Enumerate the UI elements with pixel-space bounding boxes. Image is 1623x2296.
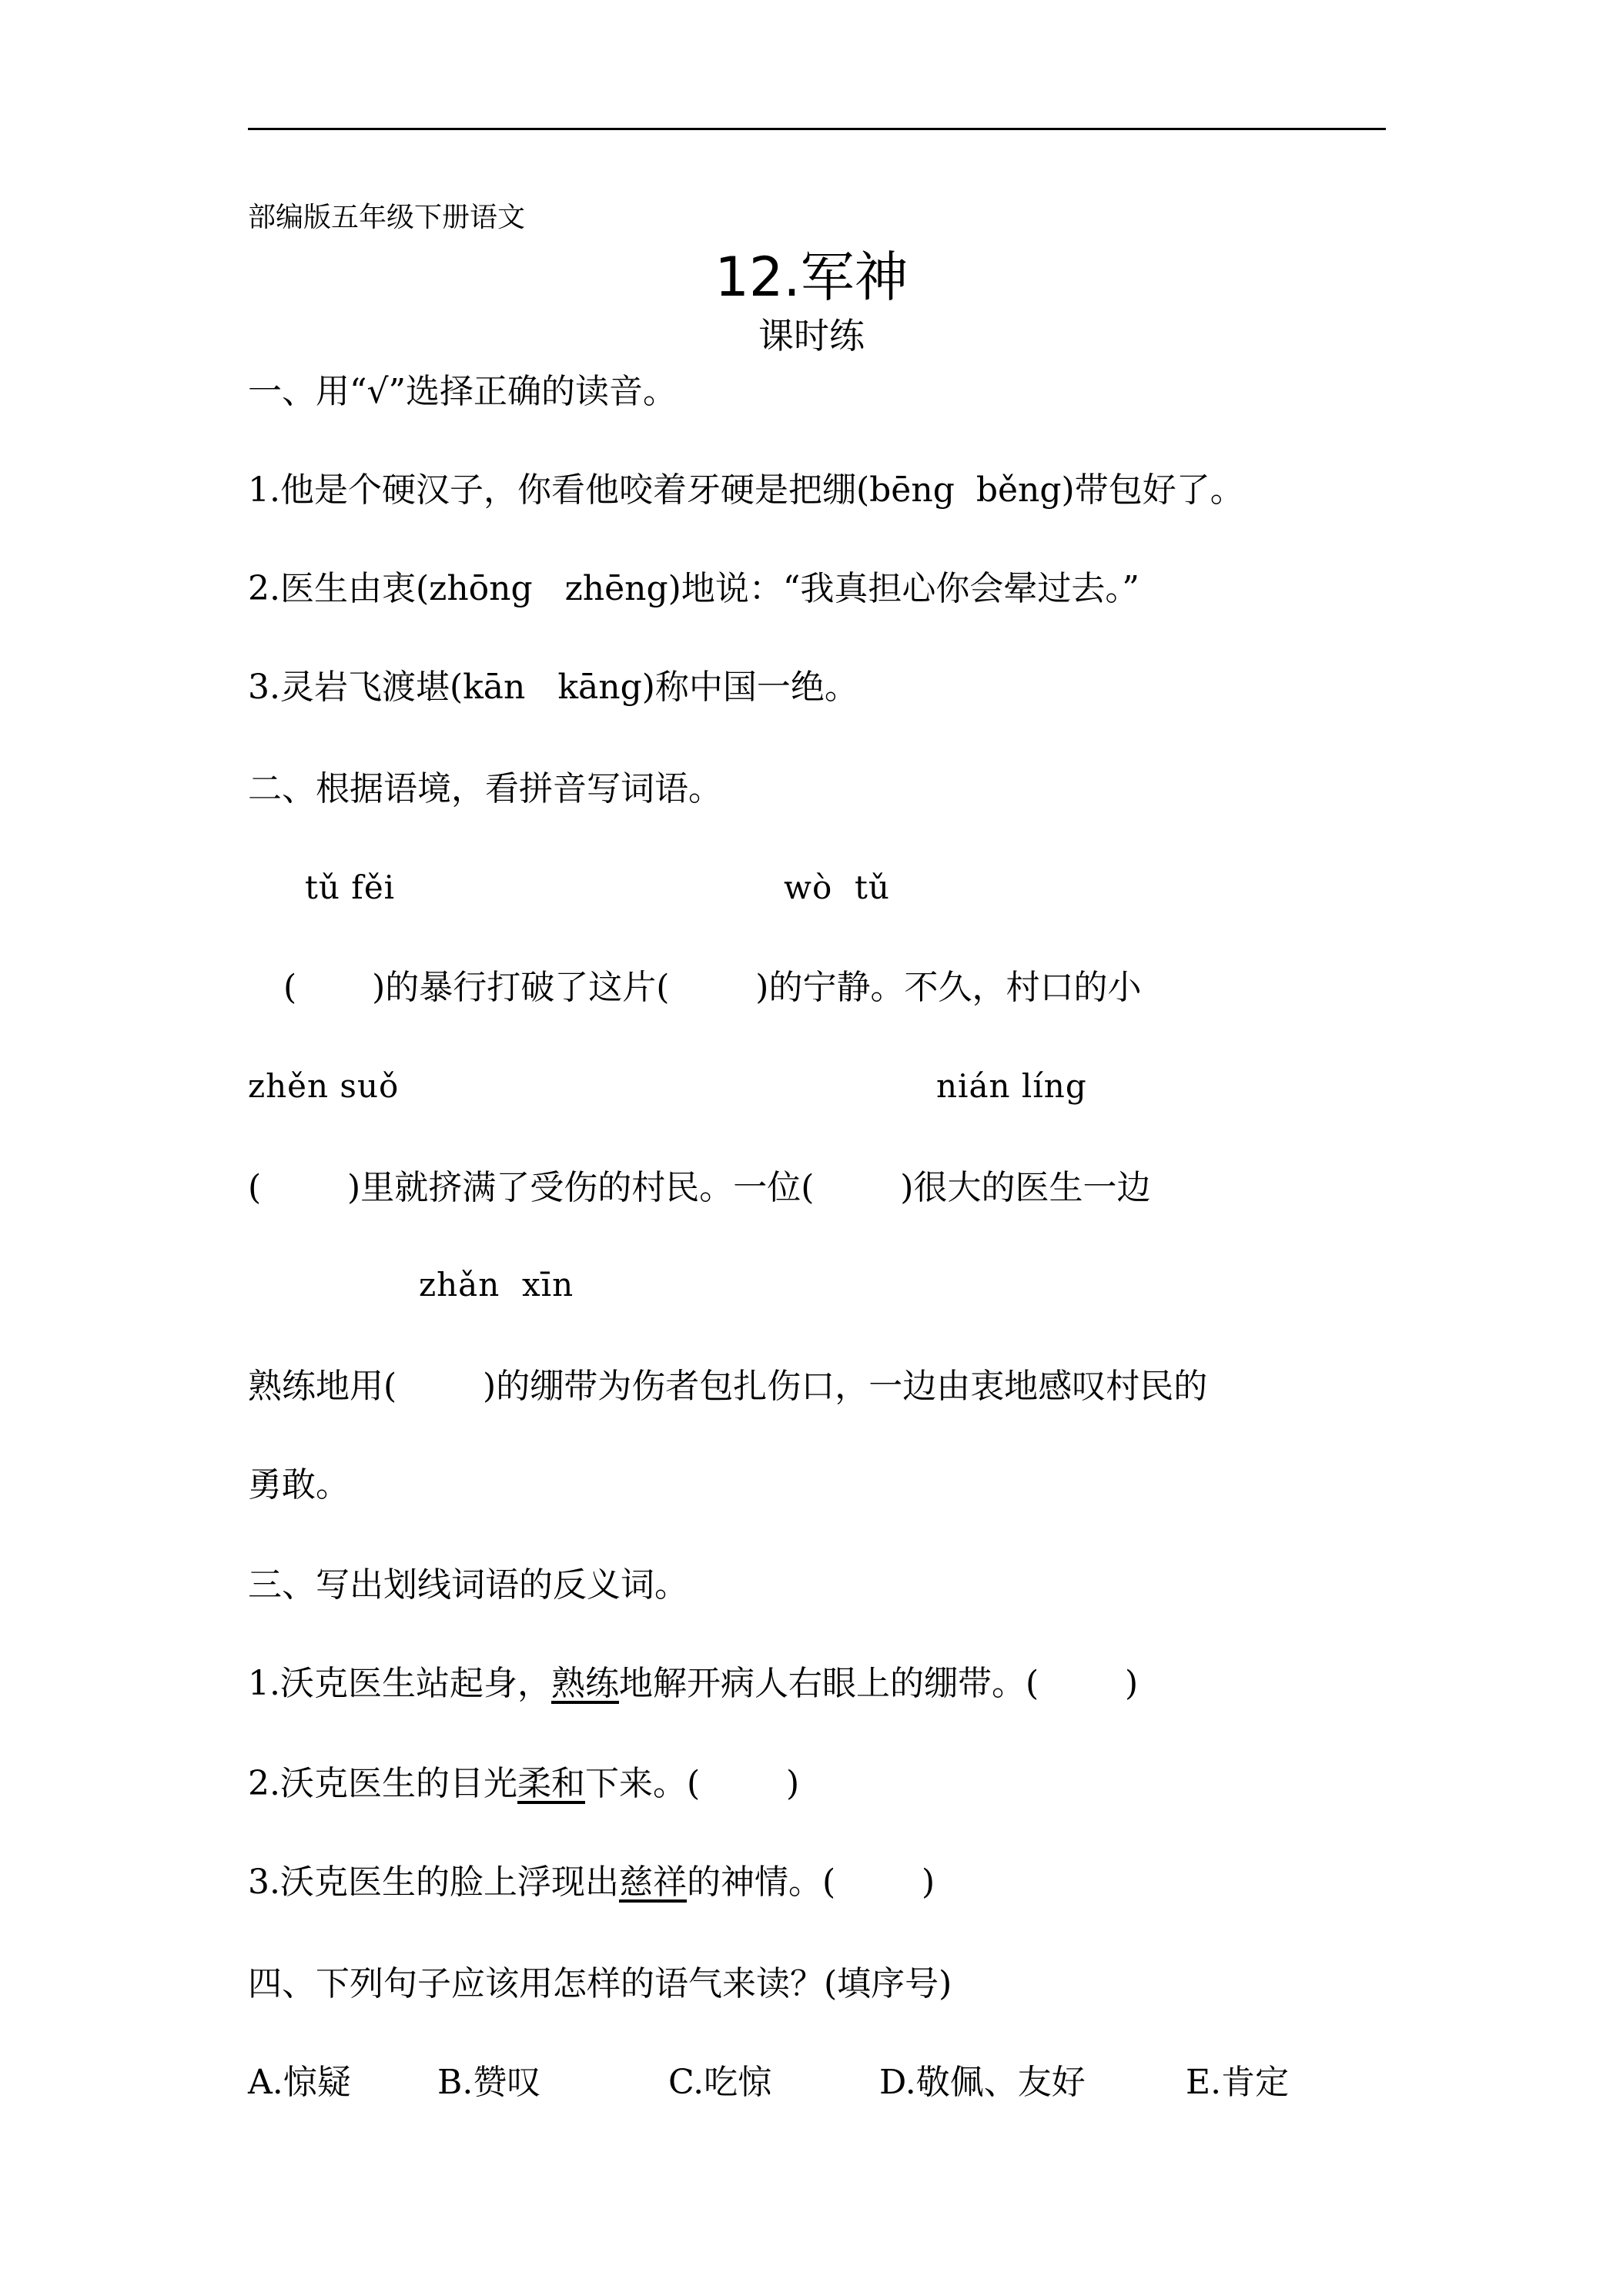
section1-question-1: 1.他是个硬汉子，你看他咬着牙硬是把绷(bēng běng)带包好了。 [248, 470, 1244, 510]
section2-line-4: 勇敢。 [248, 1465, 350, 1504]
option-c: C.吃惊 [668, 2063, 772, 2102]
section4-heading: 四、下列句子应该用怎样的语气来读？(填序号) [248, 1964, 952, 2003]
subject-label: 部编版五年级下册语文 [248, 202, 526, 233]
pinyin-tufei: tǔ fěi [305, 869, 396, 906]
pinyin-zhensuo: zhěn suǒ [248, 1067, 400, 1105]
q1-text-post: 地解开病人右眼上的绷带。( ) [618, 1664, 1139, 1703]
q1-text-pre: 1.沃克医生站起身， [248, 1664, 551, 1703]
section3-question-1 [248, 1663, 1138, 1705]
q3-text-pre: 3.沃克医生的脸上浮现出 [248, 1863, 619, 1902]
option-e: E.肯定 [1186, 2063, 1290, 2102]
section1-question-3: 3.灵岩飞渡堪(kān kāng)称中国一绝。 [248, 668, 858, 707]
section2-line-1: ( )的暴行打破了这片( )的宁静。不久，村口的小 [283, 968, 1142, 1007]
q2-text-post: 下来。( ) [584, 1764, 800, 1803]
header-rule [248, 128, 1386, 130]
section2-heading: 二、根据语境，看拼音写词语。 [248, 769, 722, 808]
pinyin-zhanxin: zhǎn xīn [419, 1266, 574, 1304]
section3-question-3 [248, 1862, 935, 1903]
section2-line-3: 熟练地用( )的绷带为伤者包扎伤口，一边由衷地感叹村民的 [248, 1367, 1208, 1406]
section3-question-2 [248, 1763, 799, 1805]
q3-text-post: 的神情。( ) [686, 1863, 935, 1902]
page-title: 12.军神 [714, 246, 909, 309]
option-d: D.敬佩、友好 [879, 2063, 1086, 2102]
pinyin-wotu: wò tǔ [784, 869, 890, 906]
q1-underlined-word: 熟练 [550, 1664, 619, 1703]
pinyin-nianling: nián líng [936, 1067, 1087, 1105]
section3-heading: 三、写出划线词语的反义词。 [248, 1565, 688, 1605]
section2-line-2: ( )里就挤满了受伤的村民。一位( )很大的医生一边 [248, 1168, 1151, 1207]
option-b: B.赞叹 [437, 2063, 541, 2102]
q2-text-pre: 2.沃克医生的目光 [248, 1764, 517, 1803]
q3-underlined-word: 慈祥 [618, 1863, 687, 1902]
q2-underlined-word: 柔和 [517, 1764, 585, 1803]
page-subtitle: 课时练 [758, 315, 865, 356]
section1-heading: 一、用“√”选择正确的读音。 [248, 372, 678, 411]
option-a: A.惊疑 [248, 2063, 351, 2102]
section1-question-2: 2.医生由衷(zhōng zhēng)地说：“我真担心你会晕过去。” [248, 569, 1139, 608]
